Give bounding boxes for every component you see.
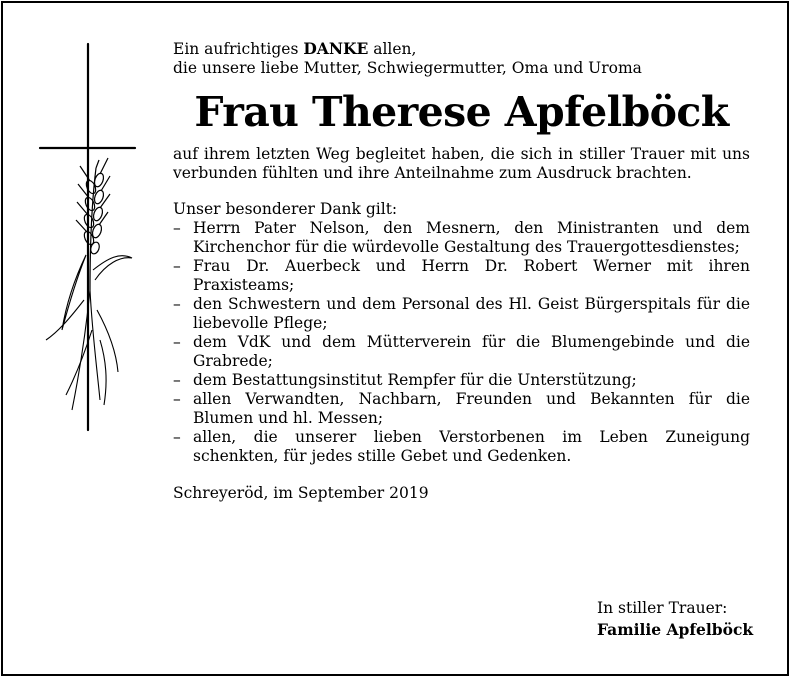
wheat-ear-icon (76, 158, 110, 290)
intro-line-1 (173, 39, 750, 59)
thanks-heading: Unser besonderer Dank gilt: (173, 200, 398, 218)
dash-bullet: – (173, 390, 181, 408)
dash-bullet: – (173, 257, 181, 275)
thanks-item (173, 295, 750, 333)
thanks-item-text: allen Verwandten, Nachbarn, Freunden und Bekannten für die Blumen und hl. Messen; (193, 390, 750, 427)
thanks-item-text: dem VdK und dem Mütterverein für die Blumengebinde und die Grabrede; (193, 333, 750, 370)
signature-line-1: In stiller Trauer: (597, 599, 728, 617)
thanks-item-text: den Schwestern und dem Personal des Hl. Geist Bürgerspitals für die liebevolle Pflege; (193, 295, 750, 332)
dash-bullet: – (173, 219, 181, 237)
thanks-item-text: allen, die unserer lieben Verstorbenen im Leben Zuneigung schenkten, für jedes stille Gebet und Gedenken. (193, 428, 750, 465)
place-and-date: Schreyeröd, im September 2019 (173, 484, 429, 502)
thanks-item (173, 390, 750, 428)
thanks-item (173, 257, 750, 295)
intro-prefix: Ein aufrichtiges (173, 40, 299, 58)
body-paragraph: auf ihrem letzten Weg begleitet haben, die sich in stiller Trauer mit uns verbunden fühlten und ihre Anteilnahme zum Ausdruck brachten. (173, 145, 750, 182)
obituary-text (173, 39, 750, 503)
thanks-item (173, 219, 750, 257)
dash-bullet: – (173, 333, 181, 351)
deceased-name: Frau Therese Apfelböck (194, 88, 729, 136)
thanks-item (173, 371, 750, 390)
intro-line-2: die unsere liebe Mutter, Schwiegermutter, Oma und Uroma (173, 59, 642, 77)
intro-thanks-bold: DANKE (303, 39, 369, 58)
dash-bullet: – (173, 371, 181, 389)
signature-block (597, 598, 753, 640)
cross-with-wheat-icon (0, 0, 170, 600)
thanks-item-text: dem Bestattungsinstitut Rempfer für die Unterstützung; (193, 371, 637, 389)
dash-bullet: – (173, 428, 181, 446)
intro-suffix: allen, (373, 40, 417, 58)
signature-family: Familie Apfelböck (597, 620, 754, 639)
thanks-item-text: Herrn Pater Nelson, den Mesnern, den Ministranten und dem Kirchenchor für die würdevolle Gestaltung des Trauergottesdienstes; (193, 219, 750, 256)
thanks-item (173, 333, 750, 371)
dash-bullet: – (173, 295, 181, 313)
thanks-list (173, 219, 750, 466)
thanks-item-text: Frau Dr. Auerbeck und Herrn Dr. Robert Werner mit ihren Praxisteams; (193, 257, 750, 294)
thanks-item (173, 428, 750, 466)
